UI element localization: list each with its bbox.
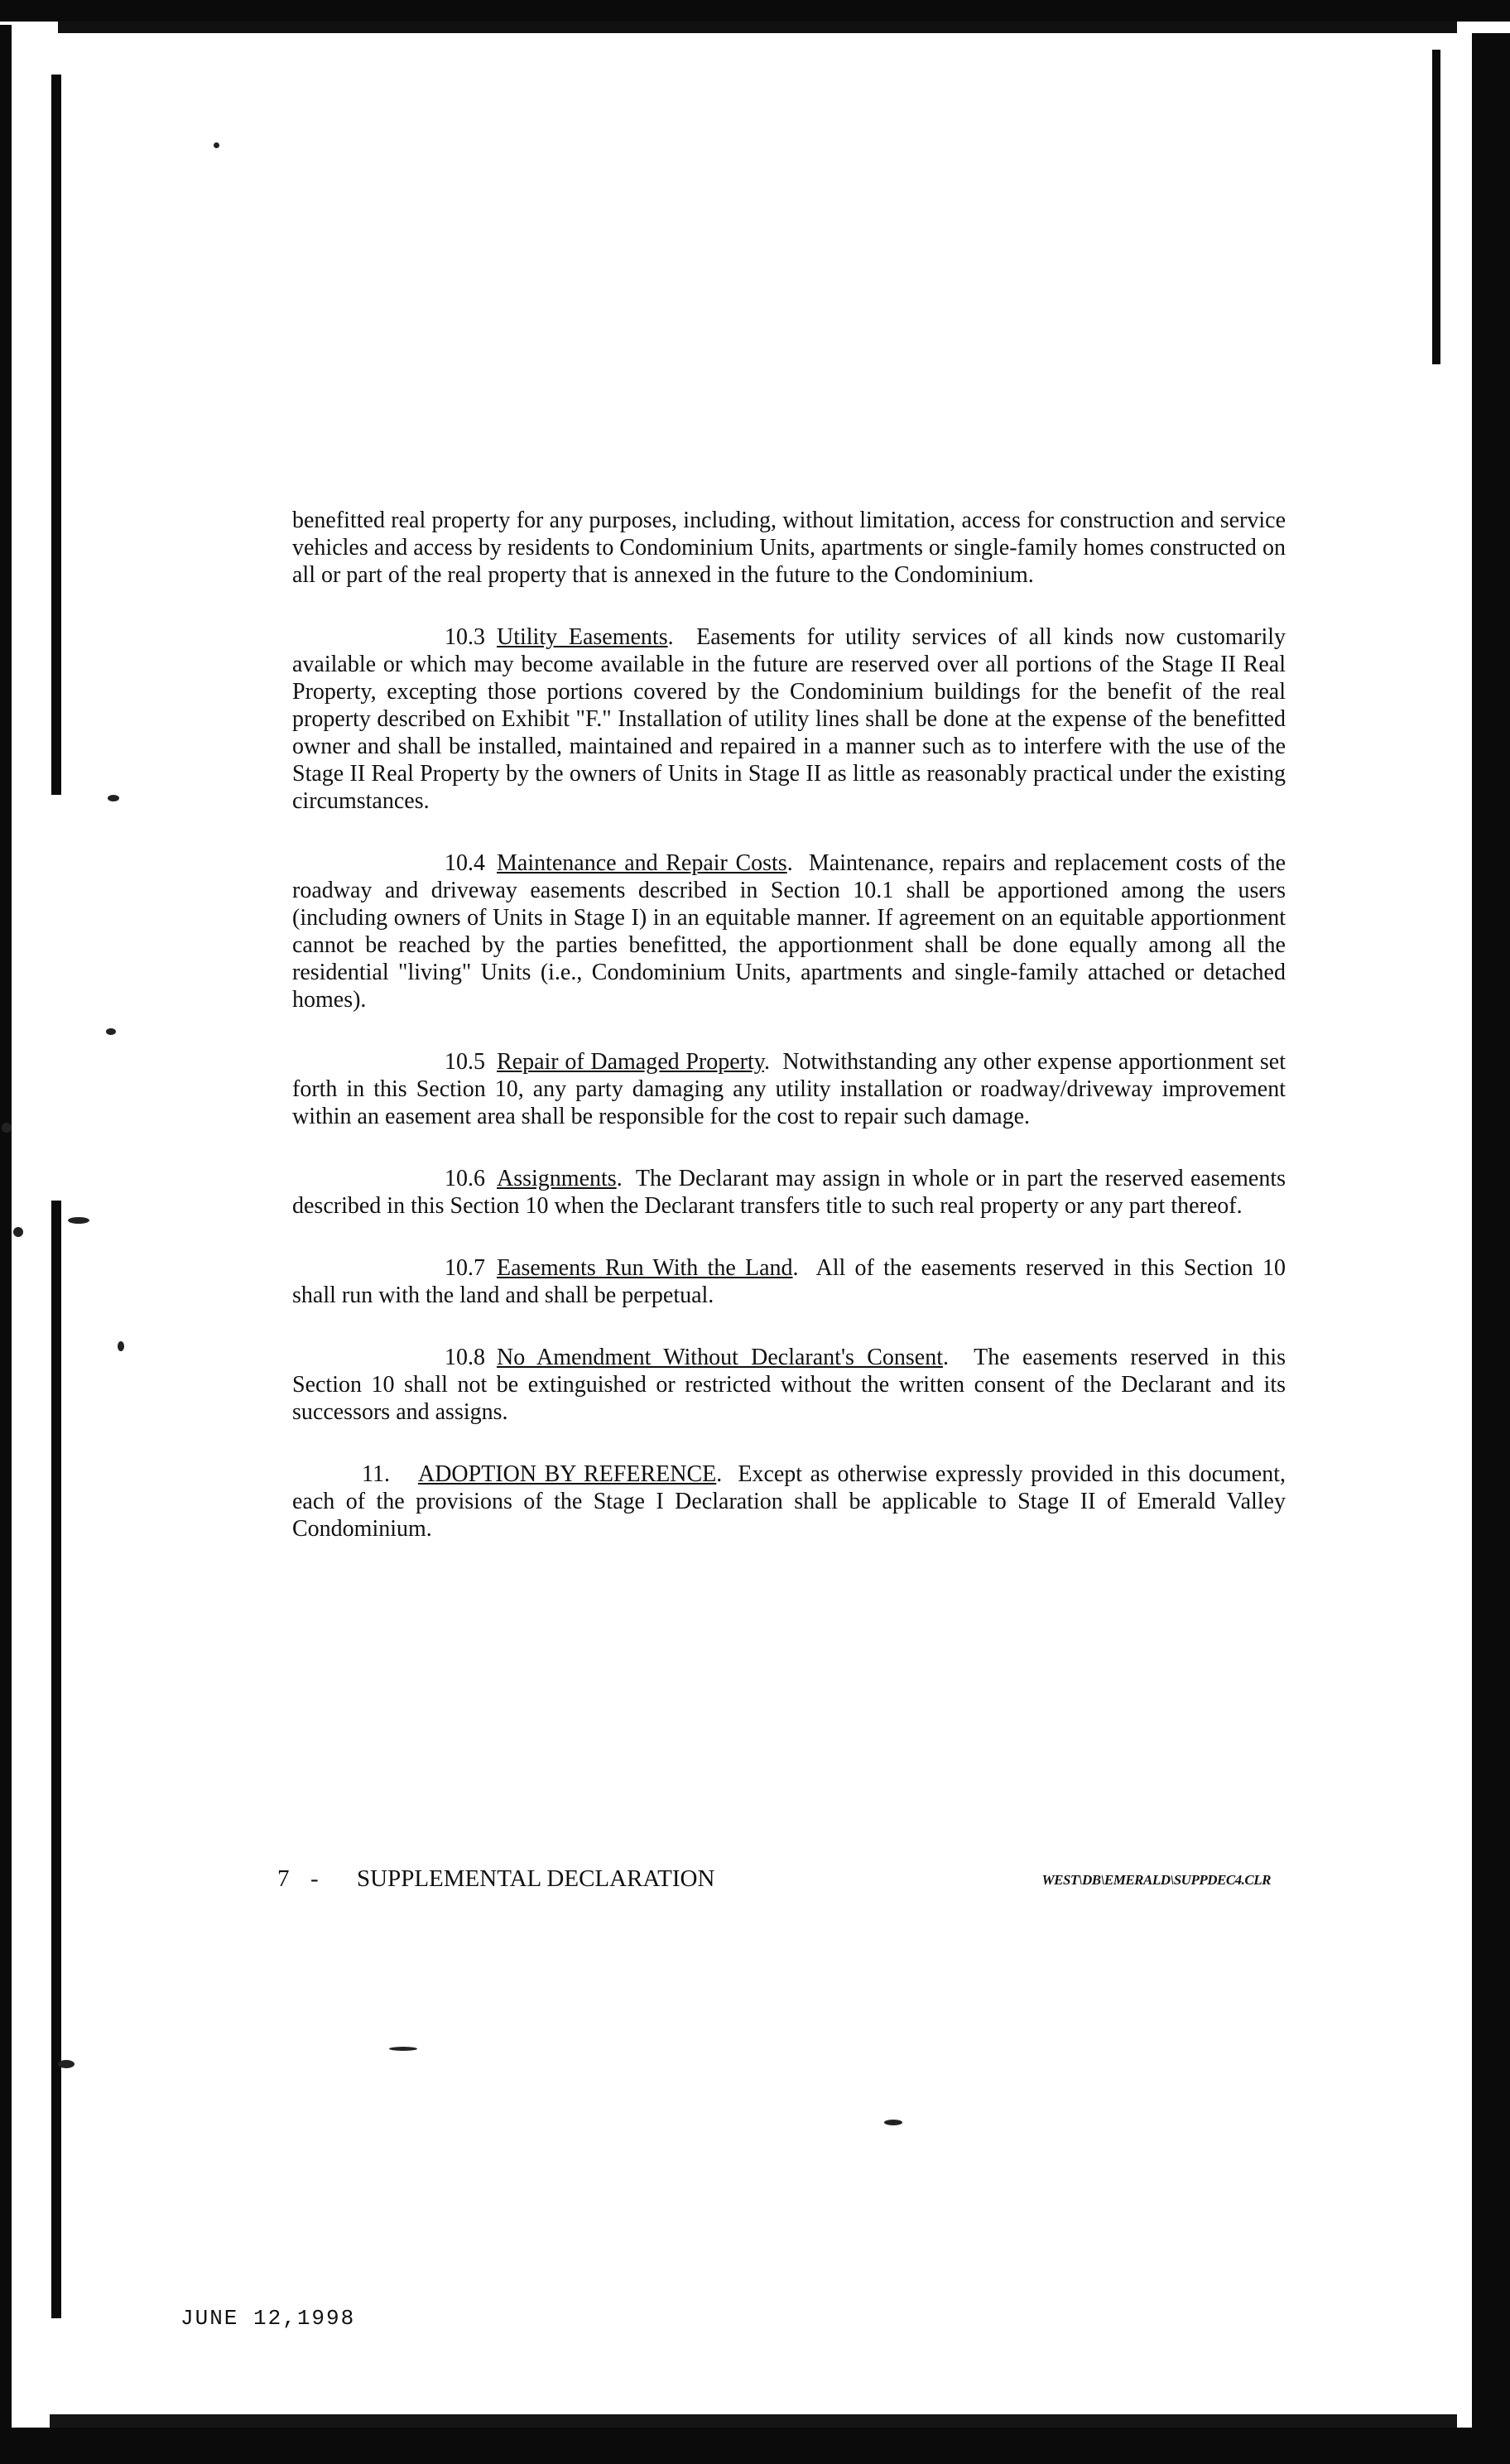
section-text: All of the easements reserved in this Section 10 shall run with the land and shall be perpetual. bbox=[292, 1255, 1286, 1308]
section-10-4: 10.4 Maintenance and Repair Costs. Maintenance, repairs and replacement costs of the roadway and driveway easements described in Section 10.1 shall be apportioned among the users (including owners of Units in Stage I) in an equitable manner. If agreement on an equitable apportionment cannot be reached by the parties benefitted, the apportionment shall be done equally among all the residential "living" Units (i.e., Condominium Units, apartments and single-family attached or detached homes). bbox=[292, 850, 1286, 1013]
section-heading: Assignments bbox=[497, 1166, 617, 1191]
scan-border-left-inner bbox=[51, 75, 61, 795]
scan-speck bbox=[884, 2120, 902, 2125]
scan-speck bbox=[118, 1341, 124, 1351]
section-number: 10.7 bbox=[445, 1255, 485, 1281]
section-text: Notwithstanding any other expense apportionment set forth in this Section 10, any party damaging any utility installation or roadway/driveway improvement within an easement area shall be responsible for the cost to repair such damage. bbox=[292, 1049, 1286, 1129]
section-text: Except as otherwise expressly provided in this document, each of the provisions of the Stage I Declaration shall be applicable to Stage II of Emerald Valley Condominium. bbox=[292, 1461, 1286, 1542]
section-10-6: 10.6 Assignments. The Declarant may assign in whole or in part the reserved easements described in this Section 10 when the Declarant transfers title to such real property or any part thereof. bbox=[292, 1166, 1286, 1219]
scan-speck bbox=[68, 1217, 89, 1224]
scan-speck bbox=[106, 1028, 116, 1035]
scan-border-left-inner-lower bbox=[51, 1201, 61, 2318]
section-number: 10.4 bbox=[445, 850, 485, 876]
section-text: Easements for utility services of all kinds now customarily available or which may become available in the future are reserved over all portions of the Stage II Real Property, excepting those portions covered by the Condominium buildings for the benefit of the real property described on Exhibit "F." Installation of utility lines shall be done at the expense of the benefitted owner and shall be installed, maintained and repaired in a manner such as to interfere with the use of the Stage II Real Property by the owners of Units in Stage II as little as reasonably practical under the existing circumstances. bbox=[292, 624, 1286, 814]
section-heading: ADOPTION BY REFERENCE bbox=[417, 1461, 717, 1487]
page-number: 7 bbox=[277, 1865, 290, 1892]
footer-title: SUPPLEMENTAL DECLARATION bbox=[357, 1865, 715, 1892]
scan-speck bbox=[13, 1227, 23, 1237]
date-stamp: JUNE 12,1998 bbox=[180, 2306, 356, 2331]
section-heading: No Amendment Without Declarant's Consent bbox=[497, 1345, 943, 1370]
section-text: The easements reserved in this Section 10 shall not be extinguished or restricted without the written consent of the Declarant and its successors and assigns. bbox=[292, 1345, 1286, 1425]
scan-speck bbox=[2, 1123, 12, 1133]
section-10-5: 10.5 Repair of Damaged Property. Notwithstanding any other expense apportionment set forth in this Section 10, any party damaging any utility installation or roadway/driveway improvement within an easement area shall be responsible for the cost to repair such damage. bbox=[292, 1049, 1286, 1129]
page-footer bbox=[277, 1865, 1271, 1893]
document-body bbox=[292, 507, 1286, 1577]
scan-border-top-inner bbox=[58, 22, 1457, 33]
scan-border-right-inner bbox=[1432, 50, 1440, 364]
continuation-paragraph bbox=[292, 507, 1286, 589]
section-text: Maintenance, repairs and replacement costs of the roadway and driveway easements described in Section 10.1 shall be apportioned among the users (including owners of Units in Stage I) in an equitable manner. If agreement on an equitable apportionment cannot be reached by the parties benefitted, the apportionment shall be done equally among all the residential "living" Units (i.e., Condominium Units, apartments and single-family attached or detached homes). bbox=[292, 850, 1286, 1013]
section-number: 10.3 bbox=[445, 624, 485, 650]
section-text: The Declarant may assign in whole or in part the reserved easements described in this Section 10 when the Declarant transfers title to such real property or any part thereof. bbox=[292, 1166, 1286, 1219]
section-number: 10.6 bbox=[445, 1166, 485, 1191]
footer-separator: - bbox=[310, 1865, 319, 1892]
scan-speck bbox=[108, 795, 119, 801]
section-heading: Maintenance and Repair Costs bbox=[497, 850, 787, 876]
scan-speck bbox=[58, 2060, 75, 2068]
scan-border-left bbox=[0, 25, 12, 2442]
scan-border-top bbox=[0, 0, 1510, 22]
scan-border-bottom bbox=[0, 2428, 1510, 2464]
scan-speck bbox=[389, 2047, 417, 2051]
section-10-7: 10.7 Easements Run With the Land. All of the easements reserved in this Section 10 shall run with the land and shall be perpetual. bbox=[292, 1255, 1286, 1308]
section-heading: Easements Run With the Land bbox=[497, 1255, 793, 1281]
section-heading: Repair of Damaged Property bbox=[497, 1049, 764, 1075]
section-10-3: 10.3 Utility Easements. Easements for utility services of all kinds now customarily available or which may become available in the future are reserved over all portions of the Stage II Real Property, excepting those portions covered by the Condominium buildings for the benefit of the real property described on Exhibit "F." Installation of utility lines shall be done at the expense of the benefitted owner and shall be installed, maintained and repaired in a manner such as to interfere with the use of the Stage II Real Property by the owners of Units in Stage II as little as reasonably practical under the existing circumstances. bbox=[292, 624, 1286, 814]
scan-speck bbox=[214, 142, 219, 148]
section-11: 11. ADOPTION BY REFERENCE. Except as otherwise expressly provided in this document, each of the provisions of the Stage I Declaration shall be applicable to Stage II of Emerald Valley Condominium. bbox=[292, 1461, 1286, 1542]
scan-border-right bbox=[1472, 33, 1510, 2464]
section-number: 11. bbox=[362, 1461, 390, 1487]
section-number: 10.5 bbox=[445, 1049, 485, 1075]
section-heading: Utility Easements bbox=[497, 624, 668, 650]
paragraph-text: benefitted real property for any purposes, including, without limitation, access for construction and service vehicles and access by residents to Condominium Units, apartments or single-family homes constructed on all or part of the real property that is annexed in the future to the Condominium. bbox=[292, 508, 1286, 588]
footer-file-path: WEST\DB\EMERALD\SUPPDEC4.CLR bbox=[1041, 1872, 1271, 1888]
section-10-8: 10.8 No Amendment Without Declarant's Consent. The easements reserved in this Section 10 shall not be extinguished or restricted without the written consent of the Declarant and its successors and assigns. bbox=[292, 1345, 1286, 1425]
section-number: 10.8 bbox=[445, 1345, 485, 1370]
